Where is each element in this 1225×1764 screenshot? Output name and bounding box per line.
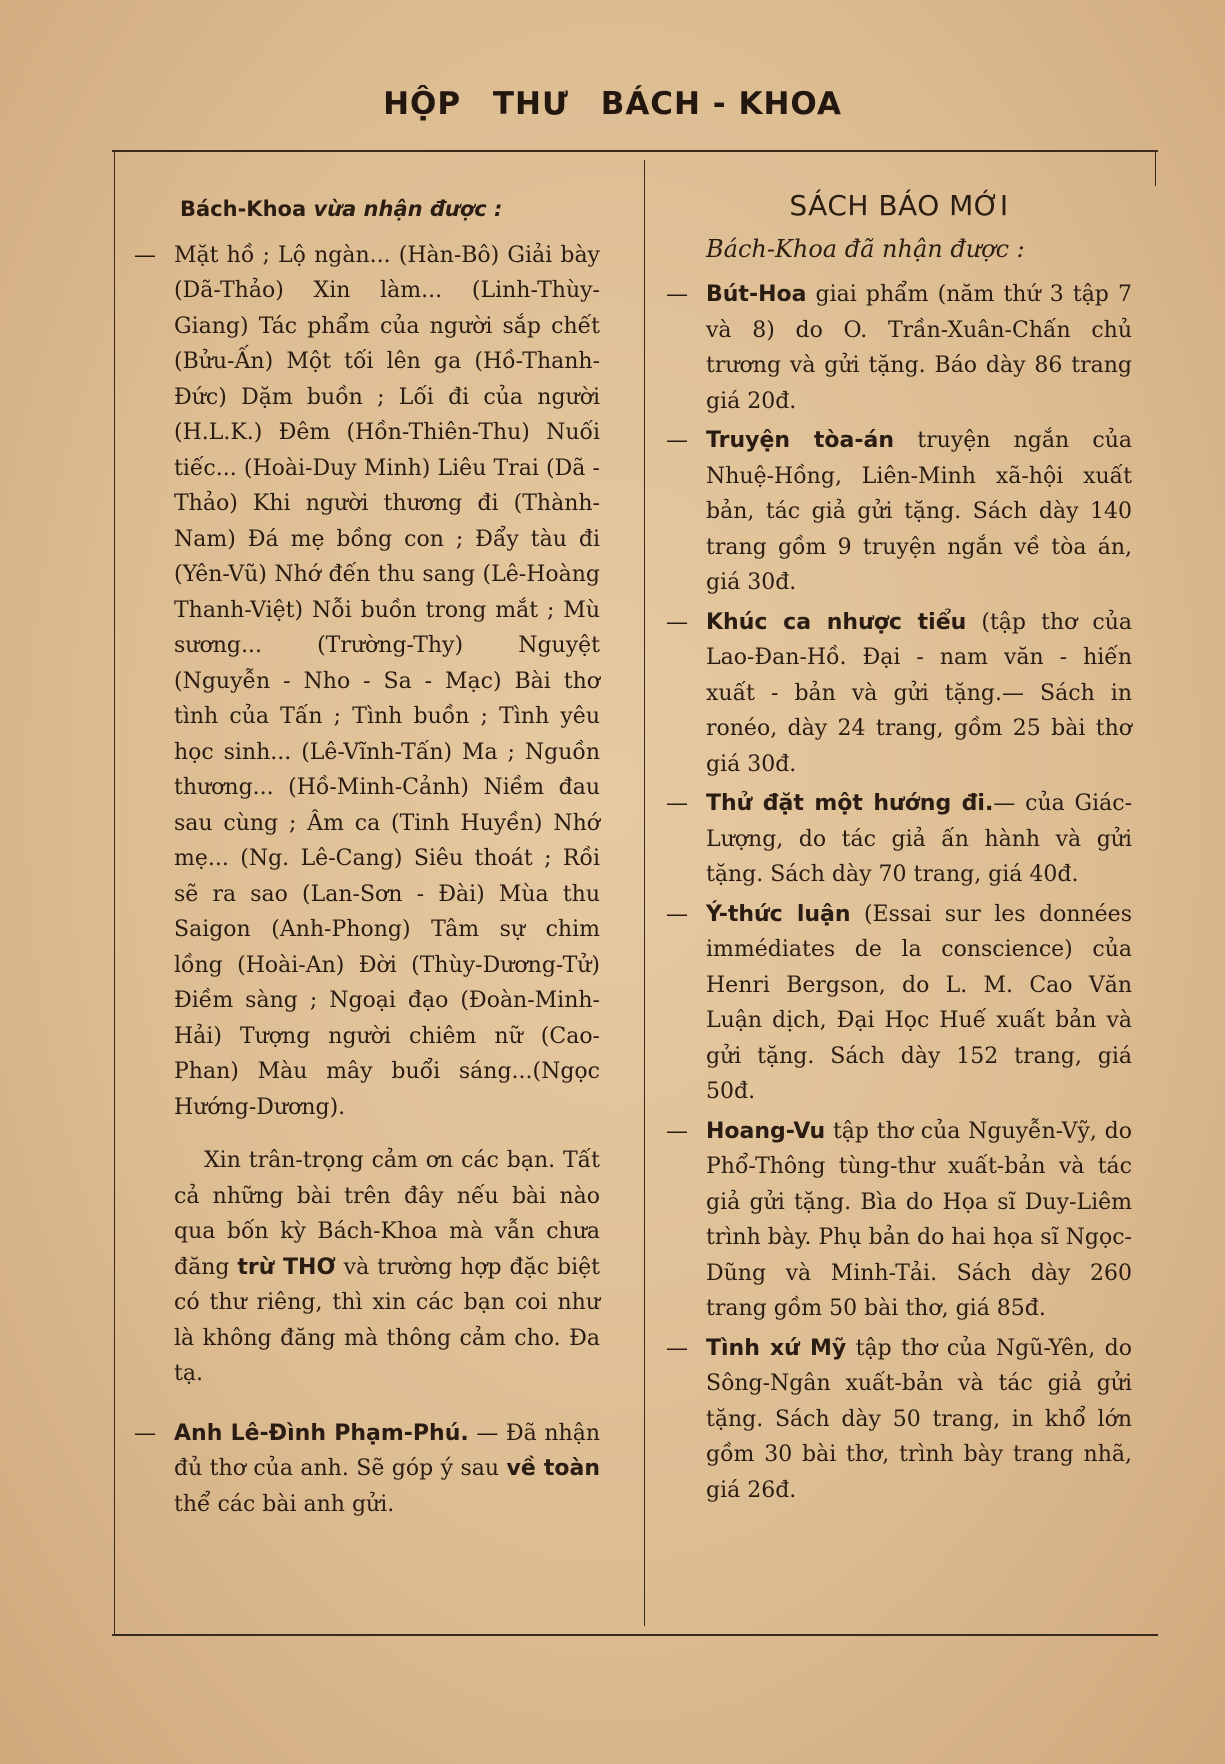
title-word: THƯ (492, 86, 569, 122)
book-entry: — Hoang-Vu tập thơ của Nguyễn-Vỹ, do Phổ-Thông tùng-thư xuất-bản và tác giả gửi tặng. Bìa do Họa sĩ Duy-Liêm trình bày. Phụ bản do hai họa sĩ Ngọc-Dũng và Minh-Tải. Sách dày 260 trang gồm 50 bài thơ, giá 85đ. (666, 1118, 1132, 1321)
column-divider (644, 160, 645, 1626)
right-border-stub (1155, 152, 1156, 186)
book-title: Ý-thức luận (706, 901, 851, 927)
received-heading: Bách-Khoa vừa nhận được : (180, 197, 503, 221)
top-rule (112, 150, 1158, 152)
bottom-rule (112, 1634, 1158, 1636)
book-entry: — Thử đặt một hướng đi.— của Giác-Lượng, do tác giả ấn hành và gửi tặng. Sách dày 70 trang, giá 40đ. (666, 791, 1132, 887)
received-list: — Mặt hồ ; Lộ ngàn... (Hàn-Bô) Giải bày (Dã-Thảo) Xin làm... (Linh-Thùy-Giang) Tác phẩm của người sắp chết (Bửu-Ấn) Một tối lên ga (Hồ-Thanh-Đức) Dặm buồn ; Lối đi của người (H.L.K.) Đêm (Hồn-Thiên-Thu) Nuối tiếc... (Hoài-Duy Minh) Liêu Trai (Dã - Thảo) Khi người thương đi (Thành-Nam) Đá mẹ bồng con ; Đẩy tàu đi (Yên-Vũ) Nhớ đến thu sang (Lê-Hoàng Thanh-Việt) Nỗi buồn trong mắt ; Mù sương... (Trường-Thy) Nguyệt (Nguyễn - Nho - Sa - Mạc) Bài thơ tình của Tấn ; Tình buồn ; Tình yêu học sinh... (Lê-Vĩnh-Tấn) Ma ; Nguồn thương... (Hồ-Minh-Cảnh) Niềm đau sau cùng ; Âm ca (Tinh Huyền) Nhớ mẹ... (Ng. Lê-Cang) Siêu thoát ; Rồi sẽ ra sao (Lan-Sơn - Đài) Mùa thu Saigon (Anh-Phong) Tâm sự chim lồng (Hoài-An) Đời (Thùy-Dương-Tử) Điềm sàng ; Ngoại đạo (Đoàn-Minh-Hải) Tượng người chiêm nữ (Cao-Phan) Màu mây buổi sáng...(Ngọc Hướng-Dương). (134, 242, 600, 1120)
received-list-text: Mặt hồ ; Lộ ngàn... (Hàn-Bô) Giải bày (Dã-Thảo) Xin làm... (Linh-Thùy-Giang) Tác phẩm của người sắp chết (Bửu-Ấn) Một tối lên ga (Hồ-Thanh-Đức) Dặm buồn ; Lối đi của người (H.L.K.) Đêm (Hồn-Thiên-Thu) Nuối tiếc... (Hoài-Duy Minh) Liêu Trai (Dã - Thảo) Khi người thương đi (Thành-Nam) Đá mẹ bồng con ; Đẩy tàu đi (Yên-Vũ) Nhớ đến thu sang (Lê-Hoàng Thanh-Việt) Nỗi buồn trong mắt ; Mù sương... (Trường-Thy) Nguyệt (Nguyễn - Nho - Sa - Mạc) Bài thơ tình của Tấn ; Tình buồn ; Tình yêu học sinh... (Lê-Vĩnh-Tấn) Ma ; Nguồn thương... (Hồ-Minh-Cảnh) Niềm đau sau cùng ; Âm ca (Tinh Huyền) Nhớ mẹ... (Ng. Lê-Cang) Siêu thoát ; Rồi sẽ ra sao (Lan-Sơn - Đài) Mùa thu Saigon (Anh-Phong) Tâm sự chim lồng (Hoài-An) Đời (Thùy-Dương-Tử) Điềm sàng ; Ngoại đạo (Đoàn-Minh-Hải) Tượng người chiêm nữ (Cao-Phan) Màu mây buổi sáng...(Ngọc Hướng-Dương). (174, 242, 600, 1120)
page-title (0, 86, 1225, 122)
except-poetry: trừ THƠ (237, 1254, 336, 1280)
book-entry: — Bút-Hoa giai phẩm (năm thứ 3 tập 7 và 8) do O. Trần-Xuân-Chấn chủ trương và gửi tặng. Báo dày 86 trang giá 20đ. (666, 282, 1132, 414)
reply-recipient: Anh Lê-Đình Phạm-Phú. (174, 1420, 469, 1446)
book-entry: — Ý-thức luận (Essai sur les données immédiates de la conscience) của Henri Bergson, do L. M. Cao Văn Luận dịch, Đại Học Huế xuất bản và gửi tặng. Sách dày 152 trang, giá 50đ. (666, 901, 1132, 1104)
book-title: Hoang-Vu (706, 1118, 826, 1144)
book-entry: — Tình xứ Mỹ tập thơ của Ngũ-Yên, do Sông-Ngân xuất-bản và tác giả gửi tặng. Sách dày 50 trang, in khổ lớn gồm 30 bài thơ, trình bày trang nhã, giá 26đ. (666, 1335, 1132, 1503)
book-title: Tình xứ Mỹ (706, 1335, 847, 1361)
left-column (134, 192, 600, 1522)
new-books-title: SÁCH BÁO MỚI (789, 189, 1009, 222)
thanks-paragraph: Xin trân-trọng cảm ơn các bạn. Tất cả những bài trên đây nếu bài nào qua bốn kỳ Bách-Khoa mà vẫn chưa đăng trừ THƠ và trường hợp đặc biệt có thư riêng, thì xin các bạn coi như là không đăng mà thông cảm cho. Đa tạ. (174, 1148, 600, 1386)
book-entry: — Truyện tòa-án truyện ngắn của Nhuệ-Hồng, Liên-Minh xã-hội xuất bản, tác giả gửi tặng. Sách dày 140 trang gồm 9 truyện ngắn về tòa án, giá 30đ. (666, 428, 1132, 595)
book-title: Truyện tòa-án (706, 428, 895, 453)
new-books-subtitle: Bách-Khoa đã nhận được : (706, 234, 1025, 263)
reply-note: — Anh Lê-Đình Phạm-Phú. — Đã nhận đủ thơ của anh. Sẽ góp ý sau về toàn thể các bài anh gửi. (134, 1420, 601, 1517)
title-word: HỘP (383, 86, 462, 122)
right-column (666, 189, 1132, 1512)
book-title: Thử đặt một hướng đi. (706, 791, 994, 816)
book-title: Bút-Hoa (706, 282, 807, 307)
book-entry: — Khúc ca nhược tiểu (tập thơ của Lao-Đan-Hồ. Đại - nam văn - hiến xuất - bản và gửi tặng.— Sách in ronéo, dày 24 trang, gồm 25 bài thơ giá 30đ. (666, 609, 1132, 777)
title-word: BÁCH - KHOA (600, 86, 842, 122)
left-border (114, 152, 115, 1634)
book-title: Khúc ca nhược tiểu (706, 609, 967, 635)
